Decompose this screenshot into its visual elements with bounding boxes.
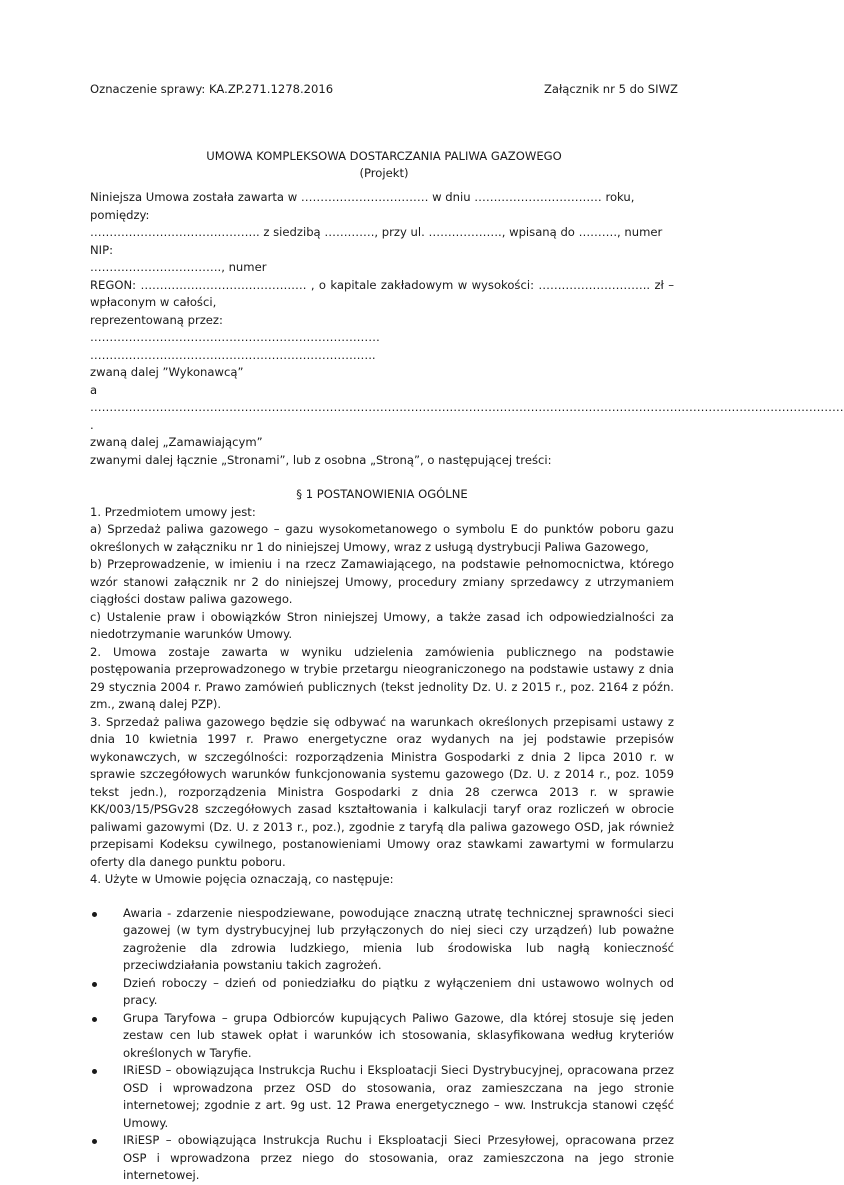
intro-line: Niniejsza Umowa została zawarta w …………………………… w dniu …………………………… roku, pomiędzy: [90, 190, 635, 222]
list-item: Grupa Taryfowa – grupa Odbiorców kupujących Paliwo Gazowe, dla której stosuje się jeden zestaw cen lub stawek opłat i warunków ich stosowania, sklasyfikowana według kryteriów określonych w Taryfie. [123, 1010, 674, 1063]
document-title-block [90, 148, 678, 182]
page-header [90, 81, 678, 99]
list-item: Awaria - zdarzenie niespodziewane, powodujące znaczną utratę technicznej sprawności sieci gazowej (w tym dystrybucyjnej lub przyłączonych do niej sieci czy urządzeń) lub poważne zagrożenie dla zdrowia ludzkiego, mienia lub środowiska lub nagłą konieczność przeciwdziałania powstaniu takich zagrożeń. [123, 905, 674, 975]
paragraph: 2. Umowa zostaje zawarta w wyniku udzielenia zamówienia publicznego na podstawie postępowania przeprowadzonego w trybie przetargu nieograniczonego na podstawie ustawy z dnia 29 stycznia 2004 r. Prawo zamówień publicznych (tekst jednolity Dz. U. z 2015 r., poz. 2164 z późn. zm., zwaną dalej PZP). [90, 644, 674, 711]
list-item: IRiESD – obowiązująca Instrukcja Ruchu i Eksploatacji Sieci Dystrybucyjnej, opracowana przez OSD i wprowadzona przez OSD do stosowania, oraz zamieszczana na jego stronie internetowej; zgodnie z art. 9g ust. 12 Prawa energetycznego – ww. Instrukcja stanowi część Umowy. [123, 1062, 674, 1132]
intro-line: . [90, 417, 94, 432]
intro-line: zwaną dalej ”Wykonawcą” [90, 365, 244, 379]
section-heading: § 1 POSTANOWIENIA OGÓLNE [296, 487, 468, 501]
list-item: IRiESP – obowiązująca Instrukcja Ruchu i Eksploatacji Sieci Przesyłowej, opracowana przez OSP i wprowadzona przez niego do stosowania, oraz zamieszczona na jego stronie internetowej. [123, 1132, 674, 1185]
intro-line: …………………………………………………………………………………………………………………………………………………………………………… [90, 400, 844, 414]
paragraph: 3. Sprzedaż paliwa gazowego będzie się odbywać na warunkach określonych przepisami ustawy z dnia 10 kwietnia 1997 r. Prawo energetyczne oraz wydanych na jej podstawie przepisów wykonawczych, w szczególności: rozporządzenia Ministra Gospodarki z dnia 2 lipca 2010 r. w sprawie szczegółowych warunków funkcjonowania systemu gazowego (Dz. U. z 2014 r., poz. 1059 tekst jedn.), rozporządzenia Ministra Gospodarki z dnia 28 czerwca 2013 r. w sprawie KK/003/15/PSGv28 szczegółowych zasad kształtowania i kalkulacji taryf oraz rozliczeń w obrocie paliwami gazowymi (Dz. U. z 2013 r., poz.), zgodnie z taryfą dla paliwa gazowego OSD, jak również przepisami Kodeksu cywilnego, postanowieniami Umowy oraz stawkami zawartymi w formularzu oferty dla danego punktu poboru. [90, 714, 674, 869]
attachment-label: Załącznik nr 5 do SIWZ [543, 82, 678, 96]
intro-line: zwanymi dalej łącznie „Stronami”, lub z osobna „Stroną”, o następującej treści: [90, 452, 552, 467]
paragraph: c) Ustalenie praw i obowiązków Stron niniejszej Umowy, a także zasad ich odpowiedzialności za niedotrzymanie warunków Umowy. [90, 609, 674, 641]
document-body [90, 189, 844, 1185]
intro-line: zwaną dalej „Zamawiającym” [90, 435, 263, 449]
intro-line: ……………………………………………………………….. [90, 347, 376, 362]
list-item: Dzień roboczy – dzień od poniedziałku do piątku z wyłączeniem dni ustawowo wolnych od pracy. [123, 975, 674, 1010]
intro-line: a [90, 382, 98, 397]
intro-line: reprezentowaną przez: [90, 312, 223, 327]
intro-line: REGON: ……………………………………. , o kapitale zakładowym w wysokości: ……………………….. zł – [90, 277, 674, 292]
document-title: UMOWA KOMPLEKSOWA DOSTARCZANIA PALIWA GAZOWEGO [206, 149, 562, 163]
paragraph: b) Przeprowadzenie, w imieniu i na rzecz Zamawiającego, na podstawie pełnomocnictwa, którego wzór stanowi załącznik nr 2 do niniejszej Umowy, procedury zmiany sprzedawcy z utrzymaniem ciągłości dostaw paliwa gazowego. [90, 557, 674, 606]
intro-line: …………………………………….. z siedzibą …………., przy ul. ………………., wpisaną do ………., numer NIP: [90, 225, 663, 257]
definitions-list [90, 905, 674, 1185]
paragraph: 4. Użyte w Umowie pojęcia oznaczają, co następuje: [90, 872, 394, 886]
case-reference: Oznaczenie sprawy: KA.ZP.271.1278.2016 [90, 82, 334, 96]
intro-line: wpłaconym w całości, [90, 295, 217, 309]
paragraph: a) Sprzedaż paliwa gazowego – gazu wysokometanowego o symbolu E do punktów poboru gazu określonych w załączniku nr 1 do niniejszej Umowy, wraz z usługą dystrybucji Paliwa Gazowego, [90, 522, 674, 554]
intro-line: ……………………………., numer [90, 260, 267, 274]
intro-line: ………………………………………………………………… [90, 330, 380, 344]
document-subtitle: (Projekt) [359, 166, 409, 180]
paragraph: 1. Przedmiotem umowy jest: [90, 504, 256, 519]
